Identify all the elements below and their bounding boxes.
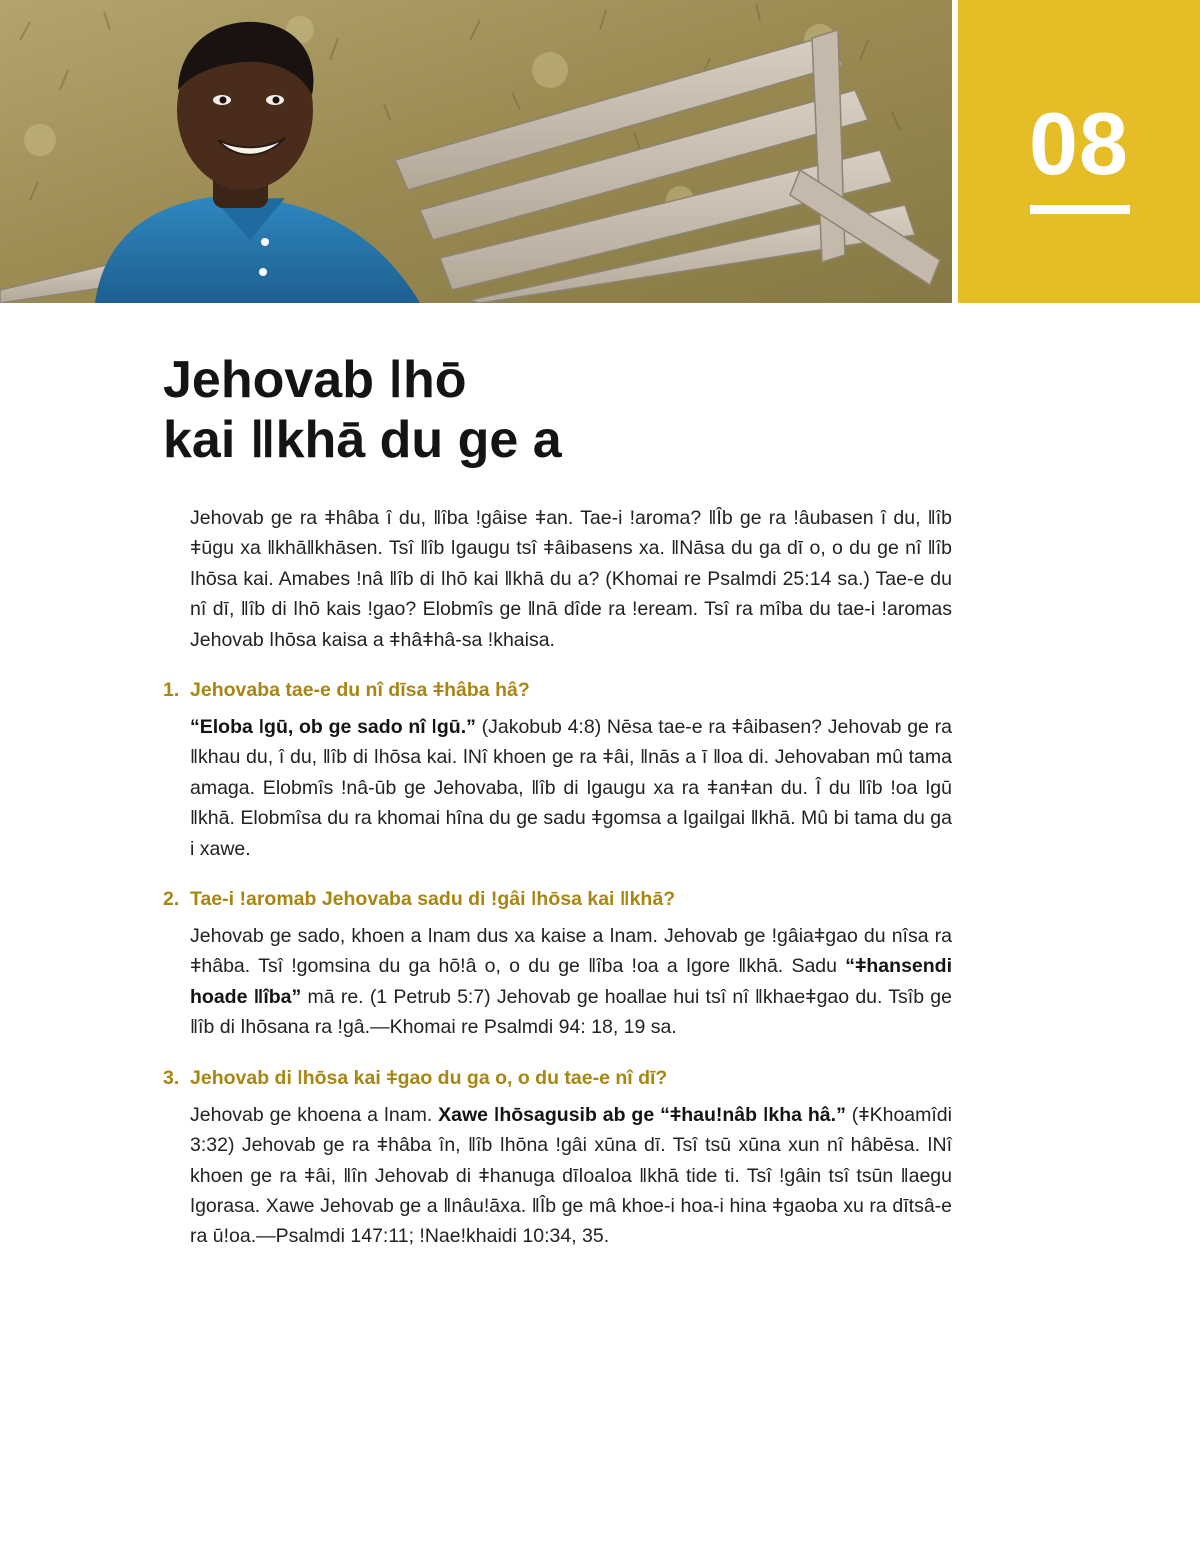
page-title	[163, 350, 863, 470]
answer-3-text-b: (ǂKhoamîdi 3:32) Jehovab ge ra ǂhâba în, ǁîb ǀhōna ǃgâi xūna dī. Tsî tsū xūna xun nî hâbēsa. ǀNî khoen ge ra ǂâi, ǁîn Jehovab di ǂhanuga dīǀoaǀoa ǁkhā tide ti. Tsî ǃgâin tsî tsūn ǁaegu ǀgorasa. Xawe Jehovab ge a ǁnâuǃāxa. ǁÎb ge mâ khoe-i hoa-i hina ǂgaoba xu ra dītsâ-e ra ūǃoa.—Psalmdi 147:11; ǃNaeǃkhaidi 10:34, 35.	[190, 1103, 952, 1248]
answer-3-text-a: Jehovab ge khoena a ǀnam.	[190, 1103, 439, 1126]
chapter-number: 08	[1029, 94, 1129, 193]
question-3-number: 3.	[163, 1066, 180, 1089]
question-1-number: 1.	[163, 679, 180, 702]
answer-2-scripture-quote: “ǂhansendi hoade ǁîba”	[190, 955, 952, 1008]
question-1-text: Jehovaba tae-e du nî dīsa ǂhâba hâ?	[190, 679, 530, 702]
question-2	[163, 884, 952, 914]
chapter-number-box	[958, 0, 1200, 303]
answer-1-paragraph	[190, 712, 952, 864]
answer-3-scripture-quote: Xawe ǀhōsagusib ab ge “ǂhauǃnâb ǀkha hâ.”	[438, 1103, 846, 1126]
question-1	[163, 675, 952, 705]
chapter-number-underline	[1030, 205, 1130, 214]
page-title-line-1: Jehovab ǀhō	[163, 351, 467, 409]
answer-1-scripture-quote: “Eloba ǀgū, ob ge sado nî ǀgū.”	[190, 716, 476, 739]
answer-2-text-b: mā re. (1 Petrub 5:7) Jehovab ge hoaǁae hui tsî nî ǁkhaeǂgao du. Tsîb ge ǁîb di ǀhōsana ra ǃgâ.—Khomai re Psalmdi 94: 18, 19 sa.	[190, 985, 952, 1039]
lesson-content	[163, 503, 952, 1252]
question-2-text: Tae-i ǃaromab Jehovaba sadu di ǃgâi ǀhōsa kai ǁkhā?	[190, 888, 676, 911]
question-3-text: Jehovab di ǀhōsa kai ǂgao du ga o, o du tae-e nî dī?	[190, 1066, 668, 1089]
answer-2-paragraph	[190, 921, 952, 1043]
answer-2-text-a: Jehovab ge sado, khoen a ǀnam dus xa kaise a ǀnam. Jehovab ge ǃgâiaǂgao du nîsa ra ǂhâba. Tsî ǃgomsina du ga hōǃâ o, o du ge ǁîba ǃoa a ǀgore ǁkhā. Sadu	[190, 925, 952, 978]
intro-paragraph: Jehovab ge ra ǂhâba î du, ǁîba ǃgâise ǂan. Tae-i ǃaroma? ǁÎb ge ra ǃâubasen î du, ǁîb ǂūgu xa ǁkhāǁkhāsen. Tsî ǁîb ǀgaugu tsî ǂâibasens xa. ǁNāsa du ga dī o, o du ge nî ǁîb ǀhōsa kai. Amabes ǃnâ ǁîb di ǀhō kai ǁkhā du a? (Khomai re Psalmdi 25:14 sa.) Tae-e du nî dī, ǁîb di ǀhō kais ǃgao? Elobmîs ge ǁnā dîde ra ǃeream. Tsî ra mîba du tae-i ǃaromas Jehovab ǀhōsa kaisa a ǂhâǂhâ-sa ǃkhaisa.	[190, 507, 952, 651]
header-photo-illustration	[0, 0, 952, 303]
page-title-line-2: kai ǁkhā du ge a	[163, 411, 562, 469]
question-2-number: 2.	[163, 888, 180, 911]
answer-1-text: (Jakobub 4:8) Nēsa tae-e ra ǂâibasen? Jehovab ge ra ǁkhau du, î du, ǁîb di ǀhōsa kai. ǀNî khoen ge ra ǂâi, ǁnās a ī ǁoa di. Jehovaban mû tama amaga. Elobmîs ǃnâ-ūb ge Jehovaba, ǁîb di ǀgaugu xa ra ǂanǂan du. Î du ǁîb ǃoa ǀgū ǁkhā. Elobmîsa du ra khomai hîna du ge sadu ǂgomsa a ǀgaiǀgai ǁkhā. Mû bi tama du ga i xawe.	[190, 716, 952, 860]
question-3	[163, 1063, 952, 1093]
answer-3-paragraph	[190, 1100, 952, 1252]
header-photo	[0, 0, 952, 303]
